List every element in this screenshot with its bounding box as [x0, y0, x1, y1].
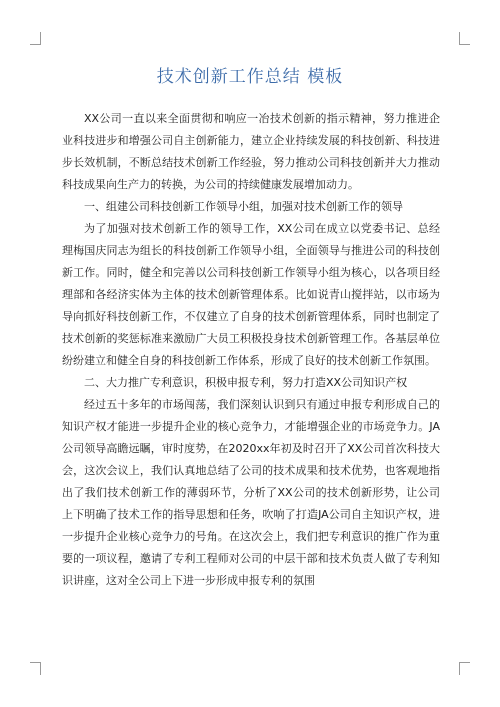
crop-mark-bottom-left [30, 662, 41, 675]
section-heading-2: 二、大力推广专利意识，积极申报专利，努力打造XX公司知识产权 [84, 376, 408, 389]
paragraph-section-2: 经过五十多年的市场闯荡，我们深刻认识到只有通过申报专利形成自己的知识产权才能进一步提升企业的核心竞争力，才能增强企业的市场竞争力。JA公司领导高瞻远瞩，审时度势，在2020xx年初及时召开了XX公司首次科技大会，这次会议上，我们认真地总结了公司的技术成果和技术优势，也客观地指出了我们技术创新工作的薄弱环节，分析了XX公司的技术创新形势，让公司上下明确了技术工作的指导思想和任务，吹响了打造JA公司自主知识产权，进一步提升企业核心竞争力的号角。在这次会上，我们把专利意识的推广作为重要的一项议程，邀请了专利工程师对公司的中层干部和技术负责人做了专利知识讲座，这对全公司上下进一步形成申报专利的氛围 [62, 398, 440, 587]
document-title: 技术创新工作总结 模板 [156, 67, 344, 87]
paragraph-intro: XX公司一直以来全面贯彻和响应一冶技术创新的指示精神，努力推进企业科技进步和增强公司自主创新能力，建立企业持续发展的科技创新、科技进步长效机制，不断总结技术创新工作经验，努力推动公司科技创新并大力推动科技成果向生产力的转换，为公司的持续健康发展增加动力。 [62, 112, 440, 191]
crop-mark-top-left [30, 32, 41, 45]
crop-mark-bottom-right [459, 662, 470, 675]
crop-mark-top-right [459, 32, 470, 45]
paragraph-section-1: 为了加强对技术创新工作的领导工作，XX公司在成立以党委书记、总经理梅国庆同志为组长的科技创新工作领导小组，全面领导与推进公司的科技创新工作。同时，健全和完善以公司科技创新工作领导小组为核心，以各项目经理部和各经济实体为主体的技术创新管理体系。比如说青山搅拌站，以市场为导向抓好科技创新工作，不仅建立了自身的技术创新管理体系，同时也制定了技术创新的奖惩标准来激励广大员工积极投身技术创新管理工作。各基层单位纷纷建立和健全自身的科技创新工作体系，形成了良好的技术创新工作氛围。 [62, 222, 440, 367]
section-heading-1: 一、组建公司科技创新工作领导小组，加强对技术创新工作的领导 [84, 200, 403, 213]
document-body [62, 108, 440, 592]
